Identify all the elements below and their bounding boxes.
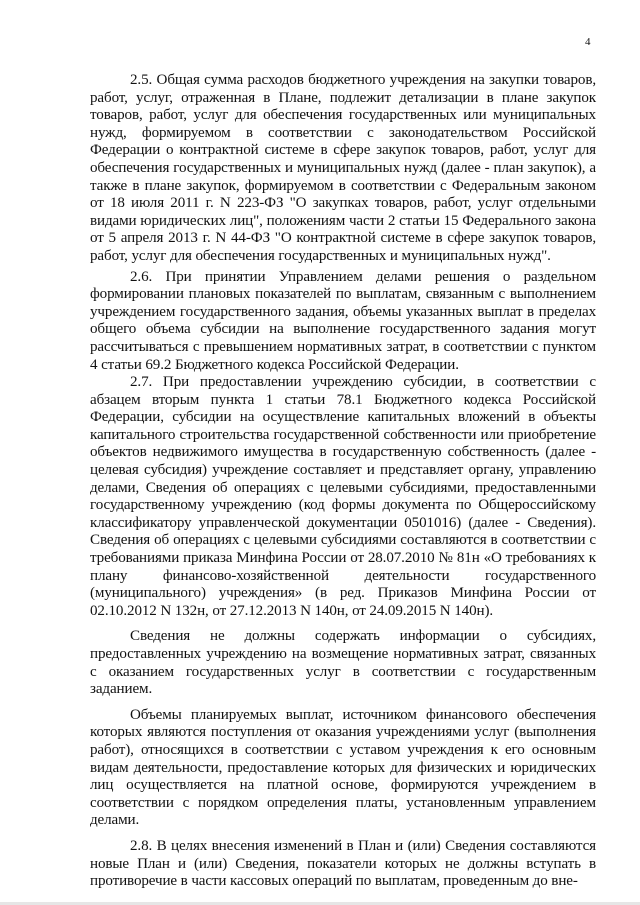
paragraph-planned-payments: Объемы планируемых выплат, источником финансового обеспечения которых являются поступления от оказания учреждениями услуг (выполнения работ), относящихся в соответствии с уставом учреждения к его основным видам деятельности, предоставление которых для физических и юридических лиц осуществляется на платной основе, формируются учреждением в соответствии с порядком определения платы, установленным управлением делами. xyxy=(90,706,596,829)
paragraph-2-7: 2.7. При предоставлении учреждению субсидии, в соответствии с абзацем вторым пункта 1 статьи 78.1 Бюджетного кодекса Российской Федерации, субсидии на осуществление капитальных вложений в объекты капитального строительства государственной собственности или приобретение объектов недвижимого имущества в государственную собственность (далее - целевая субсидия) учреждение составляет и представляет органу, управлению делами, Сведения об операциях с целевыми субсидиями, предоставленными государственному учреждению (код формы документа по Общероссийскому классификатору управленческой документации 0501016) (далее - Сведения). Сведения об операциях с целевыми субсидиями составляются в соответствии с требованиями приказа Минфина России от 28.07.2010 № 81н «О требованиях к плану финансово-хозяйственной деятельности государственного (муниципального) учреждения» (в ред. Приказов Минфина России от 02.10.2012 N 132н, от 27.12.2013 N 140н, от 24.09.2015 N 140н). xyxy=(90,374,596,619)
paragraph-2-5: 2.5. Общая сумма расходов бюджетного учреждения на закупки товаров, работ, услуг, отраженная в Плане, подлежит детализации в плане закупок товаров, работ, услуг для обеспечения государственных или муниципальных нужд, формируемом в соответствии с законодательством Российской Федерации о контрактной системе в сфере закупок товаров, работ, услуг для обеспечения государственных и муниципальных нужд (далее - план закупок), а также в плане закупок, формируемом в соответствии с Федеральным законом от 18 июля 2011 г. N 223-ФЗ "О закупках товаров, работ, услуг отдельными видами юридических лиц", положениям части 2 статьи 15 Федерального закона от 5 апреля 2013 г. N 44-ФЗ "О контрактной системе в сфере закупок товаров, работ, услуг для обеспечения государственных и муниципальных нужд". xyxy=(90,72,596,264)
page-number: 4 xyxy=(585,36,591,48)
document-body xyxy=(90,72,596,891)
paragraph-2-6: 2.6. При принятии Управлением делами решения о раздельном формировании плановых показателей по выплатам, связанным с выполнением учреждением государственного задания, объемы указанных выплат в пределах общего объема субсидии на выполнение государственного задания могут рассчитываться с превышением нормативных затрат, в соответствии с пунктом 4 статьи 69.2 Бюджетного кодекса Российской Федерации. xyxy=(90,268,596,373)
paragraph-2-8: 2.8. В целях внесения изменений в План и (или) Сведения составляются новые План и (или) Сведения, показатели которых не должны вступать в противоречие в части кассовых операций по выплатам, проведенным до вне- xyxy=(90,837,596,890)
paragraph-subsidy-info: Сведения не должны содержать информации о субсидиях, предоставленных учреждению на возмещение нормативных затрат, связанных с оказанием государственных услуг в соответствии с государственным заданием. xyxy=(90,628,596,698)
